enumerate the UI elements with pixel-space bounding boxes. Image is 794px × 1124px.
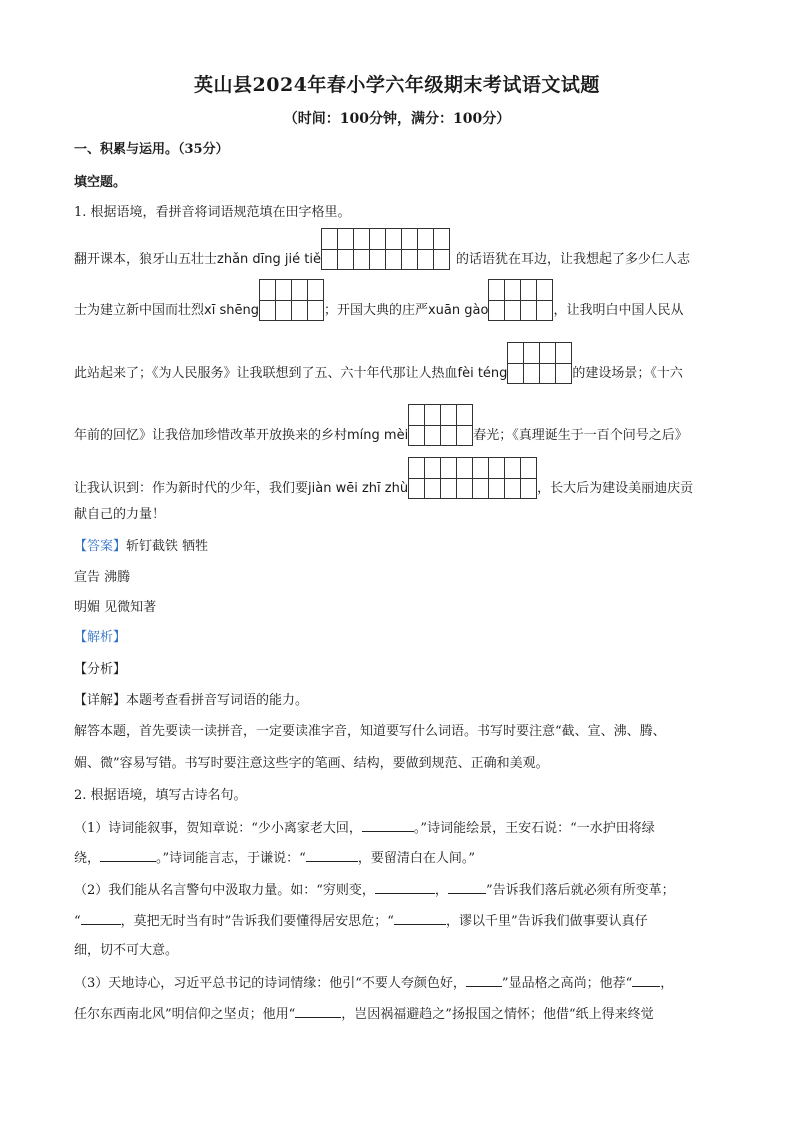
- blank[interactable]: [295, 1004, 341, 1018]
- q1-text: 让我认识到：作为新时代的少年，我们要: [74, 481, 309, 496]
- q2-text: ”显品格之高尚；他荐“: [501, 976, 633, 991]
- q2-sub-1-cont: [74, 848, 475, 869]
- analysis-detail: [74, 691, 308, 711]
- blank[interactable]: [394, 911, 446, 925]
- tianzige-grid[interactable]: [321, 228, 450, 270]
- detail-tag: 【详解】: [74, 693, 127, 708]
- answer-line: 宣告 沸腾: [74, 570, 131, 585]
- q1-text: 年前的回忆》让我倍加珍惜改革开放换来的乡村: [74, 428, 348, 443]
- page-subtitle: （时间：100分钟，满分：100分）: [283, 111, 511, 127]
- q2-text: ，要留清白在人间。”: [357, 851, 475, 866]
- analysis-paragraph: 媚、微”容易写错。书写时要注意这些字的笔画、结构，要做到规范、正确和美观。: [74, 756, 549, 771]
- q2-text: 任尔东西南北风”明信仰之坚贞；他用“: [74, 1007, 296, 1022]
- answer-line: 明媚 见微知著: [74, 600, 157, 615]
- tianzige-grid[interactable]: [408, 404, 473, 446]
- blank[interactable]: [81, 911, 121, 925]
- q2-sub-3-cont: [74, 1004, 654, 1025]
- q2-text: ”告诉我们落后就必须有所变革；: [485, 883, 675, 898]
- q1-text: ，长大后为建设美丽迪庆贡: [537, 481, 694, 496]
- blank[interactable]: [306, 848, 358, 862]
- q2-text: ，: [434, 883, 448, 898]
- blank[interactable]: [466, 973, 502, 987]
- blank[interactable]: [448, 880, 486, 894]
- answer-block: [74, 537, 208, 557]
- answer-line: 斩钉截铁 牺牲: [126, 539, 209, 554]
- q1-text: 翻开课本，狼牙山五壮士: [74, 252, 218, 267]
- detail-text: 本题考查看拼音写词语的能力。: [126, 693, 309, 708]
- tianzige-grid[interactable]: [507, 342, 572, 384]
- blank[interactable]: [362, 818, 414, 832]
- pinyin: fèi téng: [457, 366, 508, 381]
- q2-text: ，莫把无时当有时”告诉我们要懂得居安思危；“: [120, 914, 394, 929]
- q1-row-6: 献自己的力量！: [74, 507, 166, 522]
- q1-text: ；开国大典的庄严: [323, 303, 428, 318]
- q2-sub-2: [74, 880, 675, 901]
- tianzige-grid[interactable]: [408, 457, 537, 499]
- blank[interactable]: [100, 848, 156, 862]
- q2-text: （1）诗词能叙事，贺知章说：“少小离家老大回，: [74, 821, 362, 836]
- question-2-prompt: 2. 根据语境，填写古诗名句。: [74, 788, 247, 803]
- subsection-heading: 填空题。: [74, 175, 127, 190]
- analysis-tag: 【解析】: [74, 630, 127, 645]
- q2-sub-3: [74, 973, 673, 994]
- q1-row-1: [74, 228, 690, 270]
- q1-text: 春光；《真理诞生于一百个问号之后》: [473, 428, 688, 443]
- q2-text: （2）我们能从名言警句中汲取力量。如：“穷则变，: [74, 883, 375, 898]
- analysis-paragraph: 解答本题，首先要读一读拼音，一定要读准字音，知道要写什么词语。书写时要注意“截、宣、沸、腾、: [74, 724, 666, 739]
- section-heading: 一、积累与运用。（35分）: [74, 142, 229, 157]
- q2-sub-2-end: 细，切不可大意。: [74, 943, 179, 958]
- q2-text: ，岂因祸福避趋之”扬报国之情怀；他借“纸上得来终觉: [341, 1007, 654, 1022]
- tianzige-grid[interactable]: [488, 279, 553, 321]
- question-1-prompt: 1. 根据语境，看拼音将词语规范填在田字格里。: [74, 205, 351, 220]
- q2-text: 绕，: [74, 851, 101, 866]
- q1-text: 的话语犹在耳边，让我想起了多少仁人志: [455, 252, 690, 267]
- q1-row-5: [74, 457, 693, 499]
- q2-text: ，: [660, 976, 674, 991]
- analysis-fenxi: 【分析】: [74, 662, 127, 677]
- answer-tag: 【答案】: [74, 539, 127, 554]
- q2-text: 。”诗词能言志，于谦说：“: [156, 851, 306, 866]
- pinyin: jiàn wēi zhī zhù: [308, 481, 409, 496]
- pinyin: zhǎn dīng jié tiě: [217, 252, 321, 267]
- q1-text: 此站起来了；《为人民服务》让我联想到了五、六十年代那让人热血: [74, 366, 458, 381]
- q2-sub-1: [74, 818, 655, 839]
- q1-row-4: [74, 404, 688, 446]
- q1-row-2: [74, 279, 683, 321]
- q2-text: 。”诗词能绘景，王安石说：“一水护田将绿: [413, 821, 655, 836]
- q2-text: ，谬以千里”告诉我们做事要认真仔: [445, 914, 648, 929]
- q2-sub-2-cont: [74, 911, 648, 932]
- page-title: 英山县2024年春小学六年级期末考试语文试题: [194, 74, 600, 96]
- pinyin: míng mèi: [347, 428, 409, 443]
- q1-text: ，让我明白中国人民从: [553, 303, 684, 318]
- q2-text: （3）天地诗心，习近平总书记的诗词情缘：他引“不要人夸颜色好，: [74, 976, 466, 991]
- q1-row-3: [74, 342, 683, 384]
- tianzige-grid[interactable]: [259, 279, 324, 321]
- q2-text: “: [74, 914, 81, 929]
- pinyin: xuān gào: [427, 303, 489, 318]
- blank[interactable]: [632, 973, 660, 987]
- q1-text: 士为建立新中国而壮烈: [74, 303, 205, 318]
- q1-text: 的建设场景；《十六: [572, 366, 683, 381]
- blank[interactable]: [375, 880, 435, 894]
- pinyin: xī shēng: [204, 303, 259, 318]
